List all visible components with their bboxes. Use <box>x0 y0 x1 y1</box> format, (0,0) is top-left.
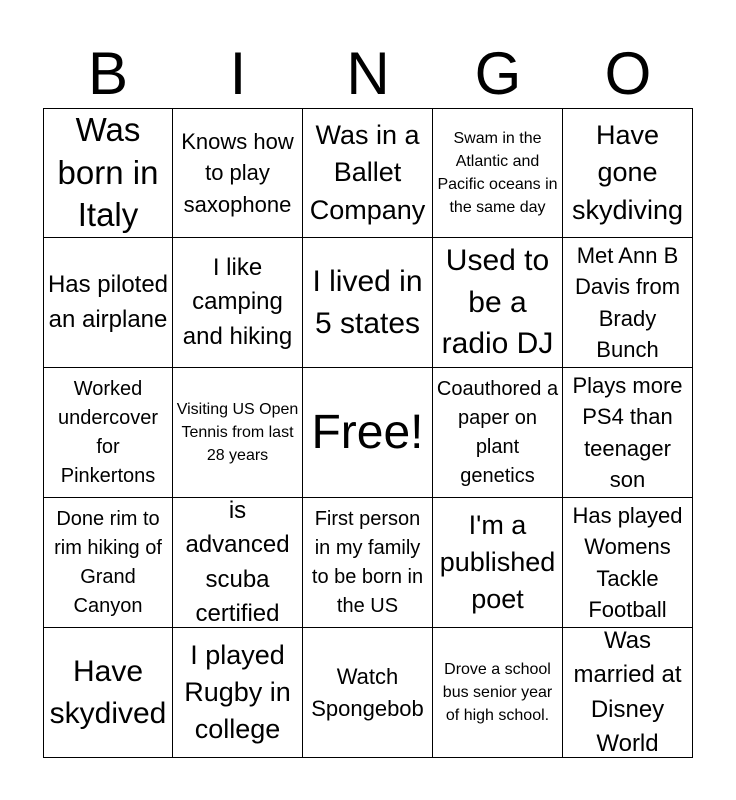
bingo-cell[interactable] <box>563 108 693 238</box>
bingo-cell[interactable] <box>563 628 693 758</box>
bingo-cell-text: Have gone skydiving <box>571 120 684 225</box>
bingo-cell[interactable] <box>43 498 173 628</box>
header-letter-n: N <box>346 40 390 107</box>
free-cell[interactable] <box>303 368 433 498</box>
bingo-cell[interactable] <box>173 108 303 238</box>
bingo-cell[interactable] <box>563 498 693 628</box>
bingo-cell-text: I'm a published poet <box>439 509 556 615</box>
bingo-cell-text: Has piloted an airplane <box>47 271 169 333</box>
bingo-cell[interactable] <box>303 498 433 628</box>
bingo-cell[interactable] <box>433 628 563 758</box>
bingo-cell-text: is advanced scuba certified <box>185 498 290 627</box>
bingo-cell-text: Drove a school bus senior year of high school. <box>442 660 553 725</box>
bingo-cell-text: Was in a Ballet Company <box>309 120 426 225</box>
bingo-cell-text: Worked undercover for Pinkertons <box>57 377 159 487</box>
bingo-cell[interactable] <box>173 238 303 368</box>
bingo-cell-text: Visiting US Open Tennis from last 28 years <box>176 400 299 465</box>
bingo-header <box>43 40 693 108</box>
bingo-cell-text: Met Ann B Davis from Brady Bunch <box>574 243 681 362</box>
bingo-cell[interactable] <box>43 368 173 498</box>
bingo-cell[interactable] <box>173 498 303 628</box>
bingo-cell-text: Watch Spongebob <box>311 664 424 721</box>
header-letter-o: O <box>604 40 652 107</box>
bingo-cell-text: Was married at Disney World <box>573 628 682 757</box>
bingo-cell-text: I lived in 5 states <box>312 265 423 340</box>
bingo-cell-text: Knows how to play saxophone <box>181 129 294 217</box>
bingo-cell[interactable] <box>173 368 303 498</box>
bingo-cell-text: Used to be a radio DJ <box>441 244 554 361</box>
bingo-cell[interactable] <box>43 628 173 758</box>
bingo-cell[interactable] <box>43 108 173 238</box>
bingo-cell-text: First person in my family to be born in the US <box>311 507 424 617</box>
bingo-grid <box>43 108 693 758</box>
bingo-cell[interactable] <box>303 628 433 758</box>
bingo-cell[interactable] <box>173 628 303 758</box>
bingo-cell[interactable] <box>433 498 563 628</box>
header-letter-g: G <box>474 40 522 107</box>
header-letter-i: I <box>229 40 247 107</box>
bingo-cell-text: Swam in the Atlantic and Pacific oceans in the same day <box>437 129 558 217</box>
bingo-cell-text: Done rim to rim hiking of Grand Canyon <box>54 507 162 617</box>
bingo-cell-text: Free! <box>311 405 424 459</box>
header-letter-b: B <box>87 40 129 107</box>
bingo-cell-text: Have skydived <box>49 655 167 730</box>
bingo-cell[interactable] <box>563 238 693 368</box>
bingo-cell[interactable] <box>43 238 173 368</box>
bingo-cell[interactable] <box>433 108 563 238</box>
bingo-cell[interactable] <box>303 108 433 238</box>
bingo-cell-text: Has played Womens Tackle Football <box>572 503 683 622</box>
bingo-cell[interactable] <box>433 368 563 498</box>
bingo-cell[interactable] <box>563 368 693 498</box>
bingo-cell-text: I played Rugby in college <box>184 639 291 745</box>
bingo-cell-text: Coauthored a paper on plant genetics <box>436 377 559 487</box>
bingo-cell-text: Was born in Italy <box>57 110 159 234</box>
bingo-cell[interactable] <box>303 238 433 368</box>
bingo-cell[interactable] <box>433 238 563 368</box>
bingo-cell-text: I like camping and hiking <box>182 254 293 350</box>
bingo-cell-text: Plays more PS4 than teenager son <box>572 373 683 492</box>
